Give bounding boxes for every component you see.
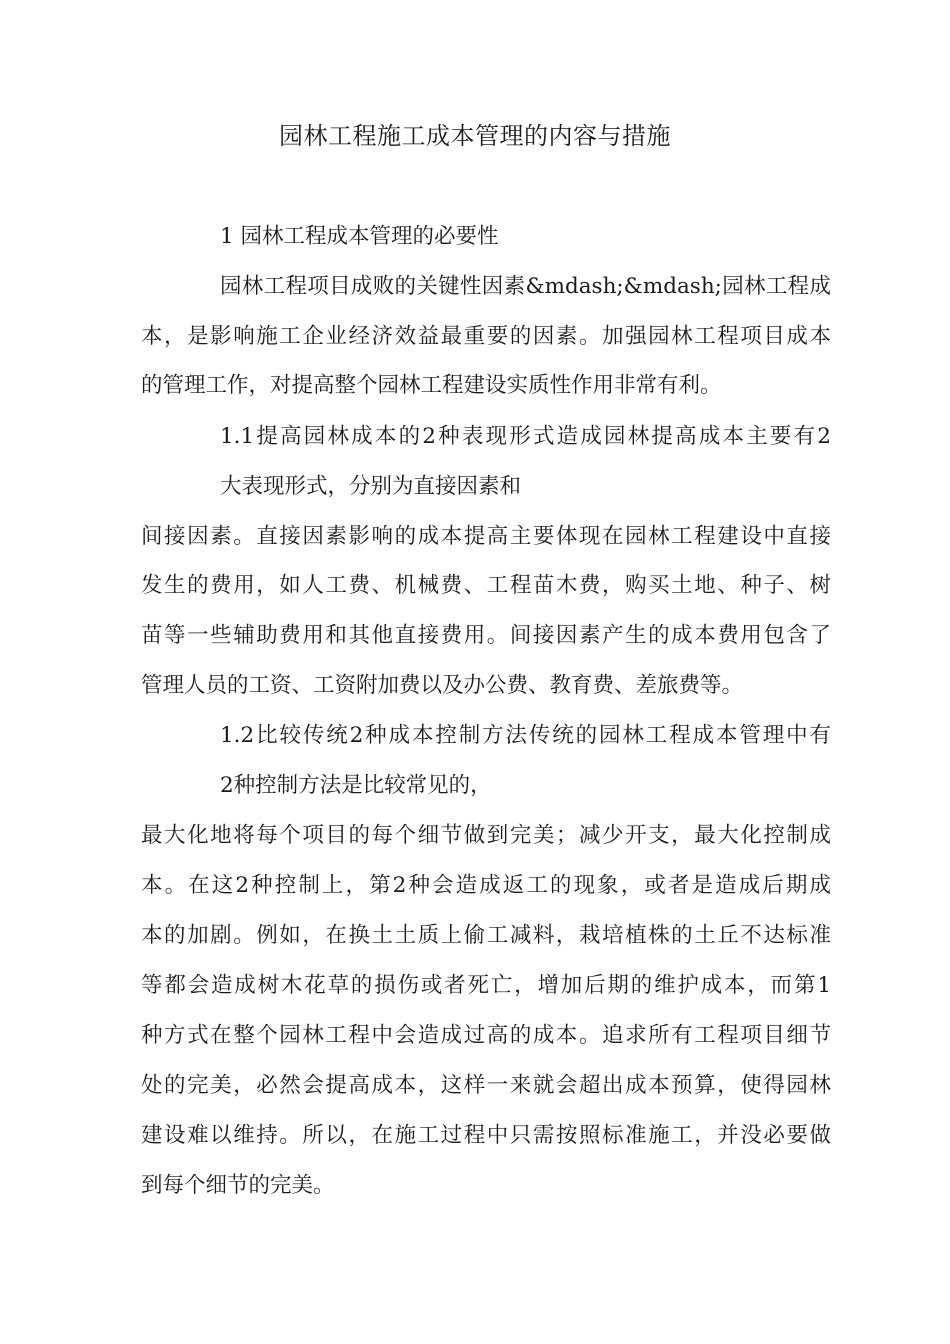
section-heading-1: 1 园林工程成本管理的必要性 <box>220 224 499 249</box>
paragraph-line: 种方式在整个园林工程中会造成过高的成本。追求所有工程项目细节 <box>141 1023 831 1048</box>
section-heading-1-2: 1.2比较传统2种成本控制方法传统的园林工程成本管理中有 <box>220 723 831 748</box>
section-heading-1-1-cont: 大表现形式，分别为直接因素和 <box>220 474 522 499</box>
paragraph-line: 本，是影响施工企业经济效益最重要的因素。加强园林工程项目成本 <box>141 324 831 349</box>
paragraph-line: 建设难以维持。所以，在施工过程中只需按照标准施工，并没必要做 <box>141 1123 831 1148</box>
paragraph-line: 最大化地将每个项目的每个细节做到完美；减少开支，最大化控制成 <box>141 823 831 848</box>
section-heading-1-2-cont: 2种控制方法是比较常见的， <box>220 773 492 798</box>
paragraph-line: 本的加剧。例如，在换土土质上偷工减料，栽培植株的土丘不达标准 <box>141 923 831 948</box>
document-title: 园林工程施工成本管理的内容与措施 <box>279 122 671 150</box>
paragraph-line: 园林工程项目成败的关键性因素&mdash;&mdash;园林工程成 <box>220 274 831 299</box>
paragraph-line: 等都会造成树木花草的损伤或者死亡，增加后期的维护成本，而第1 <box>141 973 831 998</box>
paragraph-line: 苗等一些辅助费用和其他直接费用。间接因素产生的成本费用包含了 <box>141 623 831 648</box>
paragraph-line: 本。在这2种控制上，第2种会造成返工的现象，或者是造成后期成 <box>141 873 831 898</box>
section-heading-1-1: 1.1提高园林成本的2种表现形式造成园林提高成本主要有2 <box>220 424 831 449</box>
paragraph-line: 管理人员的工资、工资附加费以及办公费、教育费、差旅费等。 <box>141 673 744 698</box>
paragraph-line: 到每个细节的完美。 <box>141 1173 335 1198</box>
paragraph-line: 处的完美，必然会提高成本，这样一来就会超出成本预算，使得园林 <box>141 1073 831 1098</box>
paragraph-line: 间接因素。直接因素影响的成本提高主要体现在园林工程建设中直接 <box>141 524 831 549</box>
paragraph-line: 发生的费用，如人工费、机械费、工程苗木费，购买土地、种子、树 <box>141 573 831 598</box>
paragraph-line: 的管理工作，对提高整个园林工程建设实质性作用非常有利。 <box>141 373 722 398</box>
